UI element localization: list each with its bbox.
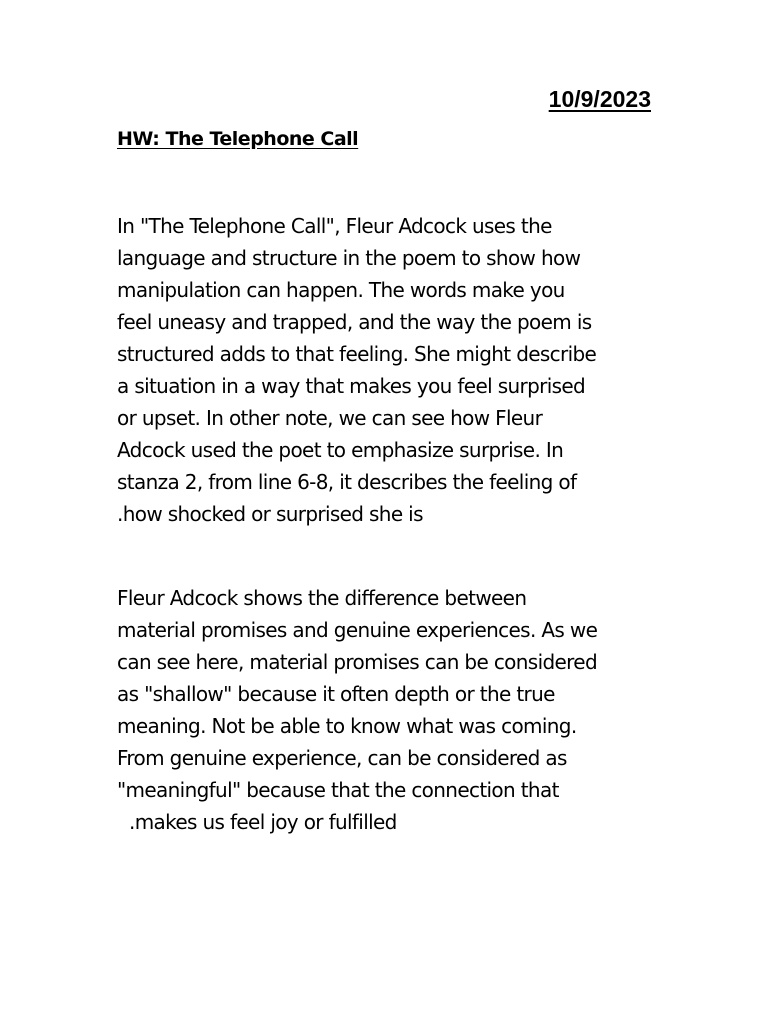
paragraph-line: .how shocked or surprised she is [117,502,423,526]
paragraph-line: In "The Telephone Call", Fleur Adcock uses the [117,214,552,238]
homework-title: HW: The Telephone Call [117,128,359,150]
paragraph-line: Fleur Adcock shows the difference between [117,586,527,610]
paragraph-line: "meaningful" because that the connection that [117,778,559,802]
paragraph-line: language and structure in the poem to show how [117,246,581,270]
paragraph-line: Adcock used the poet to emphasize surprise. In [117,438,564,462]
paragraph-1 [117,210,657,530]
paragraph-line: meaning. Not be able to know what was coming. [117,714,577,738]
paragraph-line: stanza 2, from line 6-8, it describes the feeling of [117,470,577,494]
date: 10/9/2023 [548,86,651,112]
paragraph-line: a situation in a way that makes you feel surprised [117,374,586,398]
paragraph-line: material promises and genuine experiences. As we [117,618,598,642]
paragraph-line: structured adds to that feeling. She might describe [117,342,597,366]
paragraph-line: From genuine experience, can be considered as [117,746,567,770]
paragraph-line: or upset. In other note, we can see how Fleur [117,406,543,430]
paragraph-line: can see here, material promises can be considered [117,650,598,674]
paragraph-line: as "shallow" because it often depth or the true [117,682,555,706]
paragraph-2 [117,582,657,838]
paragraph-line: manipulation can happen. The words make you [117,278,565,302]
paragraph-line: feel uneasy and trapped, and the way the poem is [117,310,592,334]
paragraph-line: .makes us feel joy or fulfilled [129,810,397,834]
